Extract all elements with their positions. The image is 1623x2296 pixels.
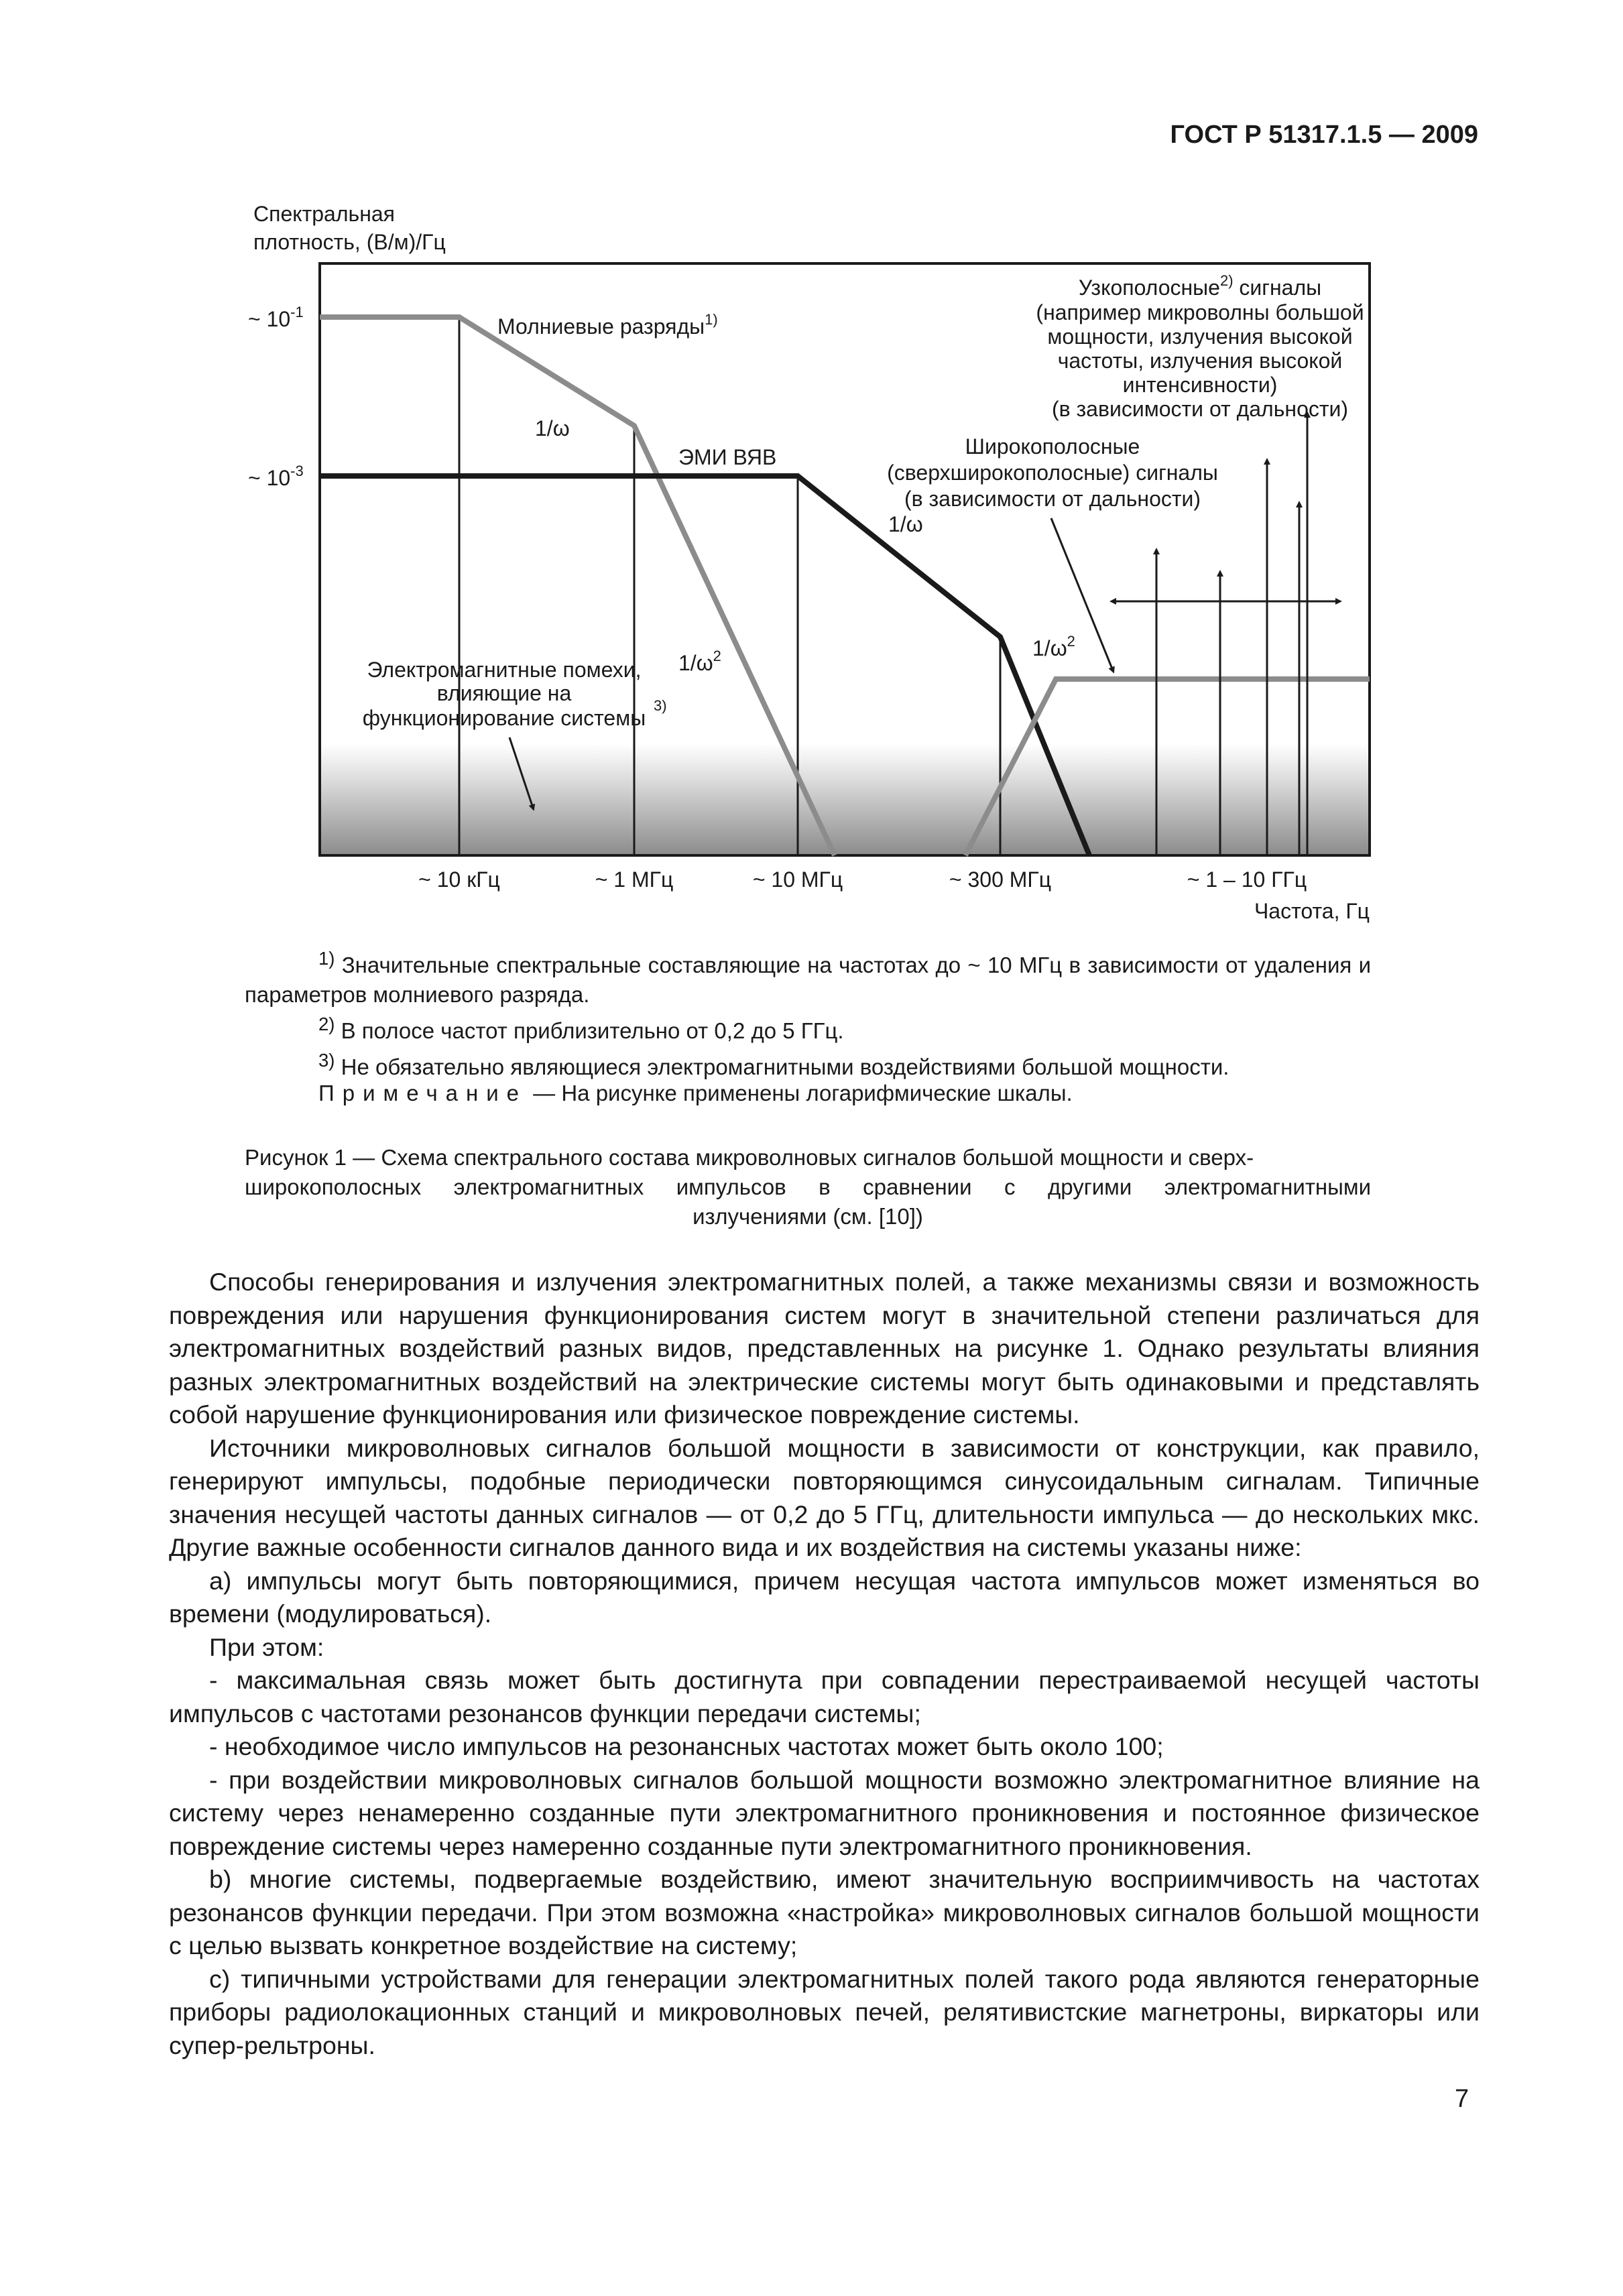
- y-axis-title-line1: Спектральная: [253, 202, 395, 226]
- svg-text:(в зависимости от дальности): (в зависимости от дальности): [904, 487, 1201, 511]
- footnote-3: $^{3)}$ Не обязательно являющиеся электромагнитными воздействиями большой мощности.: [318, 1050, 1229, 1079]
- note-text: — На рисунке применены логарифмические шкалы.: [527, 1081, 1073, 1105]
- figure-1: [0, 0, 1623, 939]
- svg-text:3): 3): [654, 697, 667, 714]
- list-item: b) многие системы, подвергаемые воздействию, имеют значительную восприимчивость на частотах резонансов функции передачи. При этом возможна «настройка» микроволновых сигналов большой мощности с целью вызвать конкретное воздействие на систему;: [169, 1865, 1480, 1959]
- emp-slope-label: 1/ω: [888, 512, 923, 536]
- page-number: 7: [1455, 2085, 1469, 2113]
- lightning-label: Молниевые разряды$^{1)}$: [497, 311, 718, 339]
- emp-label: ЭМИ ВЯВ: [678, 445, 777, 469]
- spectral-diagram: [0, 0, 1623, 939]
- svg-text:(например микроволны большой: (например микроволны большой: [1036, 300, 1364, 324]
- svg-text:интенсивности): интенсивности): [1122, 373, 1278, 397]
- y-axis-title-line2: плотность, (В/м)/Гц: [253, 230, 446, 254]
- paragraph: Источники микроволновых сигналов большой мощности в зависимости от конструкции, как правило, генерируют импульсы, подобные периодически повторяющимся синусоидальным сигналам. Типичные значения несущей частоты данных сигналов — от 0,2 до 5 ГГц, длительности импульса — до нескольких мкс. Другие важные особенности сигналов данного вида и их воздействия на системы указаны ниже:: [169, 1433, 1480, 1561]
- wideband-label: [887, 434, 1218, 511]
- list-item: - при воздействии микроволновых сигналов большой мощности возможно электромагнитное влияние на систему через ненамеренно созданные пути электромагнитного проникновения и постоянное физическое повреждение системы через намеренно созданные пути электромагнитного проникновения.: [169, 1765, 1480, 1860]
- x-tick-1mhz: ~ 1 МГц: [595, 867, 674, 892]
- list-item: - максимальная связь может быть достигнута при совпадении перестраиваемой несущей частоты импульсов с частотами резонансов функции передачи системы;: [169, 1666, 1480, 1728]
- svg-text:Узкополосные2) сигналы: Узкополосные$^{2)}$ сигналы: [1078, 272, 1322, 300]
- y-tick-1: ~ $10^{-1}$: [248, 304, 304, 331]
- svg-text:мощности, излучения высокой: мощности, излучения высокой: [1047, 324, 1353, 349]
- x-tick-300mhz: ~ 300 МГц: [949, 867, 1052, 892]
- list-item: - необходимое число импульсов на резонансных частотах может быть около 100;: [209, 1732, 1164, 1760]
- svg-text:Электромагнитные помехи,: Электромагнитные помехи,: [367, 658, 642, 682]
- narrowband-label: [1036, 272, 1364, 421]
- list-item: a) импульсы могут быть повторяющимися, причем несущая частота импульсов может изменяться во времени (модулироваться).: [169, 1566, 1480, 1628]
- x-tick-10mhz: ~ 10 МГц: [752, 867, 843, 892]
- svg-text:(в зависимости от дальности): (в зависимости от дальности): [1051, 397, 1349, 421]
- lightning-slope-label: 1/ω: [535, 416, 570, 440]
- body-text: [169, 1266, 1480, 2062]
- footnote-1: $^{1)}$ Значительные спектральные составляющие на частотах до ~ 10 МГц в зависимости от удаления и параметров молниевого разряда.: [245, 948, 1371, 1007]
- svg-text:частоты, излучения высокой: частоты, излучения высокой: [1057, 349, 1343, 373]
- x-tick-1-10ghz: ~ 1 – 10 ГГц: [1187, 867, 1307, 892]
- emi-noise-band: [320, 744, 1370, 855]
- emi-label: [363, 658, 667, 730]
- svg-text:функционирование системы: функционирование системы: [362, 706, 646, 730]
- emp-slope2-label: $1/\omega^2$: [1032, 633, 1075, 660]
- svg-text:(сверхширокополосные) сигналы: (сверхширокополосные) сигналы: [887, 461, 1218, 485]
- x-axis-title: Частота, Гц: [1254, 899, 1370, 923]
- x-tick-10khz: ~ 10 кГц: [418, 867, 500, 892]
- paragraph: При этом:: [209, 1632, 324, 1661]
- svg-text:влияющие на: влияющие на: [436, 681, 572, 705]
- y-tick-2: ~ $10^{-3}$: [248, 463, 304, 490]
- caption-line1: Рисунок 1 — Схема спектрального состава микроволновых сигналов большой мощности и сверх-: [245, 1145, 1254, 1170]
- svg-text:Широкополосные: Широкополосные: [965, 434, 1140, 459]
- list-item: c) типичными устройствами для генерации электромагнитных полей такого рода являются генераторные приборы радиолокационных станций и микроволновых печей, релятивистские магнетроны, виркаторы или супер-рельтроны.: [169, 1964, 1480, 2059]
- footnote-2: $^{2)}$ В полосе частот приблизительно от 0,2 до 5 ГГц.: [318, 1014, 844, 1043]
- caption-line2: широкополосных электромагнитных импульсов в сравнении с другими электромагнитными: [245, 1174, 1371, 1199]
- document-header: ГОСТ Р 51317.1.5 — 2009: [1170, 121, 1478, 149]
- figure-note: [318, 1081, 1073, 1106]
- figure-footnotes: [245, 944, 1371, 1082]
- figure-caption: [245, 1143, 1371, 1231]
- caption-line3: излучениями (см. [10]): [693, 1204, 923, 1229]
- paragraph: Способы генерирования и излучения электромагнитных полей, а также механизмы связи и возможность повреждения или нарушения функционирования систем могут в значительной степени различаться для электромагнитных воздействий разных видов, представленных на рисунке 1. Однако результаты влияния разных электромагнитных воздействий на электрические системы могут быть одинаковыми и представлять собой нарушение функционирования или физическое повреждение системы.: [169, 1268, 1480, 1429]
- note-label: Примечание: [318, 1081, 528, 1105]
- lightning-slope2-label: $1/\omega^2$: [678, 648, 721, 675]
